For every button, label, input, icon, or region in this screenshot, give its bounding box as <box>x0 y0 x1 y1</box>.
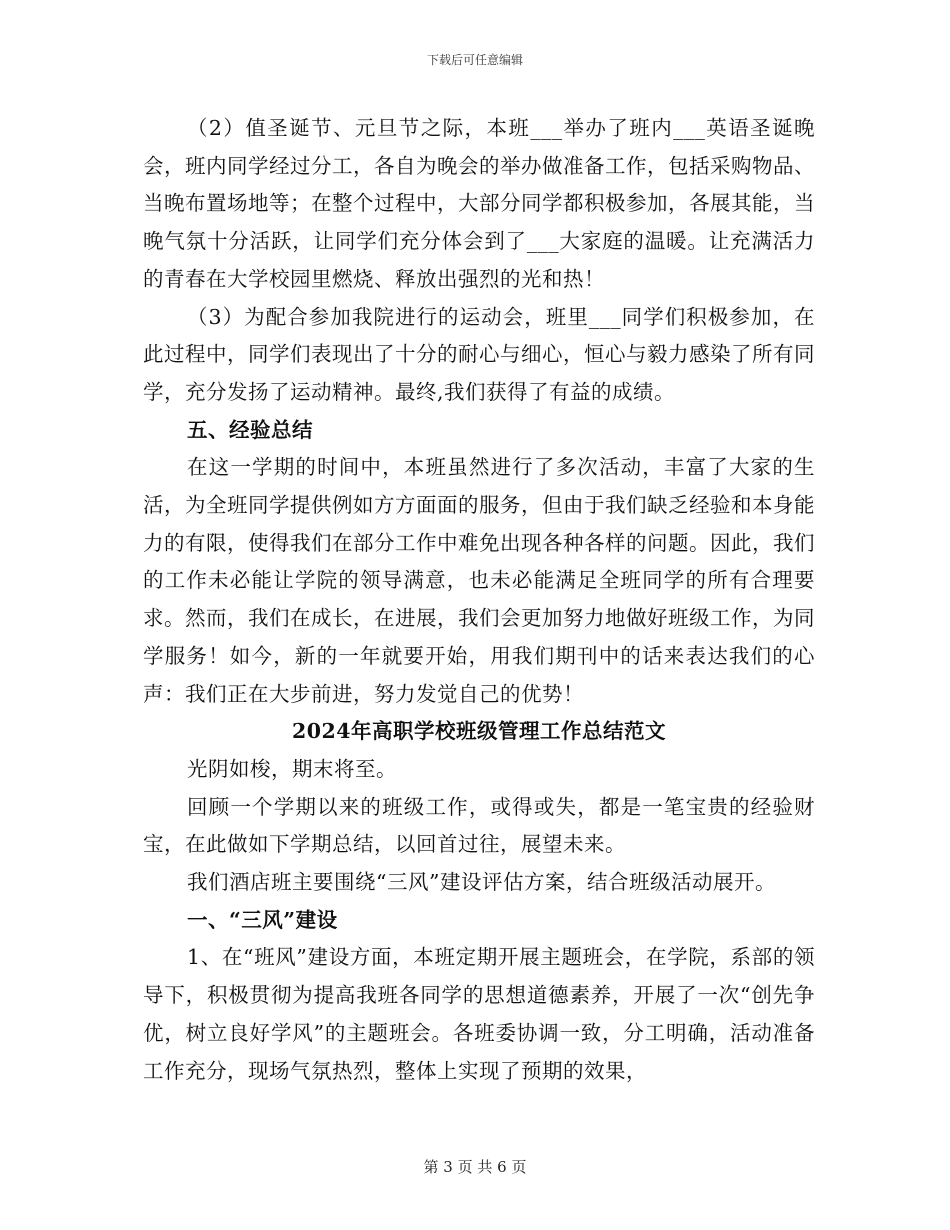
paragraph-experience-summary: 在这一学期的时间中，本班虽然进行了多次活动，丰富了大家的生活，为全班同学提供例如方方面面的服务，但由于我们缺乏经验和本身能力的有限，使得我们在部分工作中难免出现各种各样的问题。因此，我们的工作未必能让学院的领导满意，也未必能满足全班同学的所有合理要求。然而，我们在成长，在进展，我们会更加努力地做好班级工作，为同学服务！如今，新的一年就要开始，用我们期刊中的话来表达我们的心声：我们正在大步前进，努力发觉自己的优势！ <box>143 455 815 706</box>
page-header-note: 下载后可任意编辑 <box>426 53 523 67</box>
document-title: 2024年高职学校班级管理工作总结范文 <box>291 719 667 744</box>
page-number: 第 3 页 共 6 页 <box>423 1158 527 1176</box>
paragraph-class-style: 1、在“班风”建设方面，本班定期开展主题班会，在学院，系部的领导下，积极贯彻为提高我班各同学的思想道德素养，开展了一次“创先争优，树立良好学风”的主题班会。各班委协调一致，分工明确，活动准备工作充分，现场气氛热烈，整体上实现了预期的效果， <box>143 945 815 1083</box>
paragraph-review: 回顾一个学期以来的班级工作，或得或失，都是一笔宝贵的经验财宝，在此做如下学期总结，以回首过往，展望未来。 <box>143 794 815 857</box>
paragraph-christmas-party: （2）值圣诞节、元旦节之际，本班___举办了班内___英语圣诞晚会，班内同学经过分工，各自为晚会的举办做准备工作，包括采购物品、当晚布置场地等；在整个过程中，大部分同学都积极参加，各展其能，当晚气氛十分活跃，让同学们充分体会到了___大家庭的温暖。让充满活力的青春在大学校园里燃烧、释放出强烈的光和热！ <box>143 116 815 291</box>
paragraph-opening: 光阴如梭，期末将至。 <box>187 756 397 781</box>
paragraph-sports-meeting: （3）为配合参加我院进行的运动会，班里___同学们积极参加，在此过程中，同学们表现出了十分的耐心与细心，恒心与毅力感染了所有同学，充分发扬了运动精神。最终,我们获得了有益的成绩。 <box>143 304 815 404</box>
section-heading-experience-summary: 五、经验总结 <box>187 417 313 442</box>
paragraph-three-styles-intro: 我们酒店班主要围绕“三风”建设评估方案，结合班级活动展开。 <box>187 870 776 895</box>
section-heading-three-styles: 一、“三风”建设 <box>187 907 338 932</box>
document-body <box>143 110 815 1090</box>
